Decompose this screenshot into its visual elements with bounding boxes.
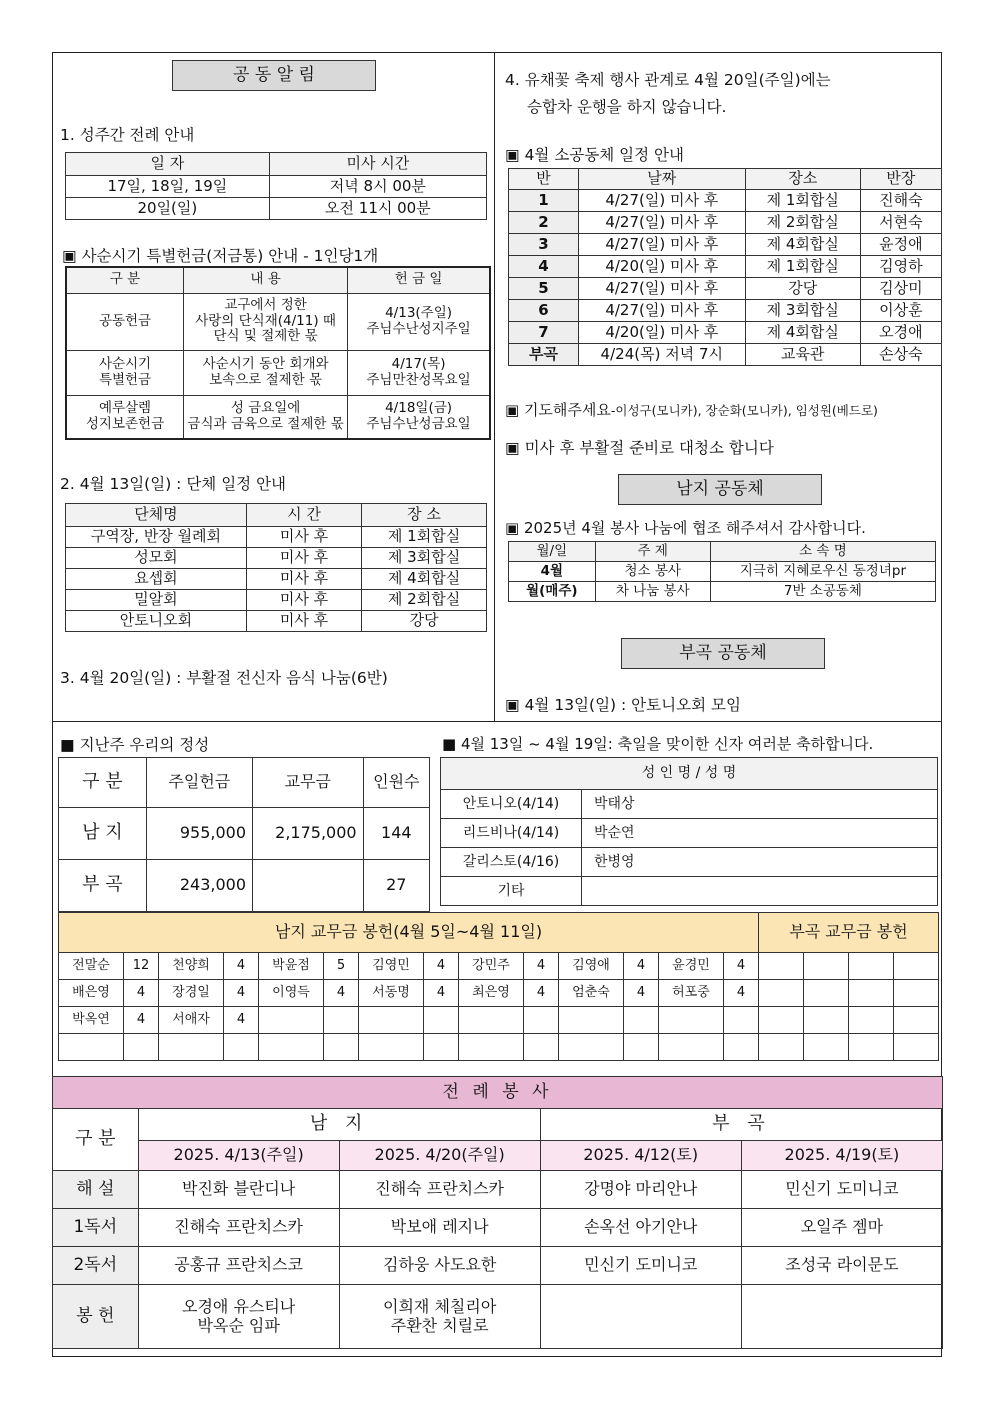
feast-heading-text: 축일을 맞이한 신자 여러분 축하합니다. bbox=[612, 735, 874, 753]
tithe-name: 최은영 bbox=[459, 980, 524, 1007]
table-header-row bbox=[59, 913, 939, 953]
table-row bbox=[509, 300, 942, 322]
table-cell: 4/20(일) 미사 후 bbox=[578, 256, 745, 278]
tithe-name bbox=[459, 1034, 524, 1061]
table-cell: 4/24(목) 저녁 7시 bbox=[578, 344, 745, 366]
service-person: 민신기 도미니코 bbox=[741, 1171, 942, 1209]
tithe-amount bbox=[724, 1034, 759, 1061]
tithe-amount: 4 bbox=[124, 1007, 159, 1034]
tithe-name: 천양희 bbox=[159, 953, 224, 980]
tithe-amount bbox=[724, 1007, 759, 1034]
tithe-amount bbox=[224, 1034, 259, 1061]
table-cell: 17일, 18일, 19일 bbox=[66, 176, 270, 198]
service-date: 2025. 4/12(토) bbox=[540, 1141, 741, 1171]
service-person: 이희재 체칠리아 주환찬 치릴로 bbox=[339, 1285, 540, 1349]
table-cell: 안토니오회 bbox=[66, 611, 247, 632]
table-row bbox=[59, 1007, 939, 1034]
table-header-row bbox=[59, 758, 430, 808]
table-cell: 미사 후 bbox=[246, 611, 361, 632]
feast-heading bbox=[442, 733, 873, 754]
notice-title: 공 동 알 림 bbox=[172, 60, 376, 91]
table-header-row bbox=[66, 153, 487, 176]
table-cell: 오경애 bbox=[860, 322, 941, 344]
table-row bbox=[59, 953, 939, 980]
tithe-name: 서동명 bbox=[359, 980, 424, 1007]
tithe-amount bbox=[324, 1034, 359, 1061]
table-cell: 구역장, 반장 월례회 bbox=[66, 527, 247, 548]
tithe-name: 강민주 bbox=[459, 953, 524, 980]
tithe-amount: 4 bbox=[124, 980, 159, 1007]
tithe-name: 엄춘숙 bbox=[559, 980, 624, 1007]
table-cell: 4월 bbox=[509, 562, 596, 582]
column-header: 주 제 bbox=[595, 542, 710, 562]
table-cell: 지극히 지혜로우신 동정녀pr bbox=[710, 562, 935, 582]
tithe-amount: 4 bbox=[424, 980, 459, 1007]
table-row bbox=[441, 790, 938, 819]
service-person: 공홍규 프란치스코 bbox=[138, 1247, 339, 1285]
table-cell: 3 bbox=[509, 234, 579, 256]
table-row bbox=[509, 278, 942, 300]
bugok-tithe-cell bbox=[804, 1007, 849, 1034]
table-cell: 밀알회 bbox=[66, 590, 247, 611]
table-cell: 4/27(일) 미사 후 bbox=[578, 300, 745, 322]
table-cell bbox=[253, 860, 364, 912]
offering-table bbox=[58, 757, 430, 912]
bugok-tithe-cell bbox=[894, 1034, 939, 1061]
table-header-row bbox=[509, 169, 942, 190]
service-role: 봉 헌 bbox=[53, 1285, 139, 1349]
group-schedule-heading: 2. 4월 13일(일) : 단체 일정 안내 bbox=[60, 475, 287, 493]
bugok-tithe-cell bbox=[894, 953, 939, 980]
cleaning-notice: ▣ 미사 후 부활절 준비로 대청소 합니다 bbox=[505, 439, 774, 457]
column-header: 구 분 bbox=[66, 267, 184, 293]
table-row bbox=[66, 611, 487, 632]
table-row bbox=[66, 293, 490, 350]
column-header: 인원수 bbox=[363, 758, 429, 808]
table-header-row bbox=[509, 542, 936, 562]
table-cell: 제 4회합실 bbox=[745, 234, 860, 256]
group-schedule-table bbox=[65, 503, 487, 632]
tithe-name bbox=[459, 1007, 524, 1034]
table-cell: 20일(일) bbox=[66, 198, 270, 220]
group-bugok: 부 곡 bbox=[540, 1109, 942, 1141]
bugok-tithe-cell bbox=[849, 953, 894, 980]
bugok-tithe-cell bbox=[894, 980, 939, 1007]
table-row bbox=[59, 980, 939, 1007]
special-offering-table bbox=[65, 266, 491, 440]
table-cell: 4/17(목) 주님만찬성목요일 bbox=[348, 350, 490, 395]
service-person: 진해숙 프란치스카 bbox=[339, 1171, 540, 1209]
service-person: 민신기 도미니코 bbox=[540, 1247, 741, 1285]
table-cell: 강당 bbox=[745, 278, 860, 300]
tithe-amount: 5 bbox=[324, 953, 359, 980]
service-person: 오경애 유스티나 박옥순 임파 bbox=[138, 1285, 339, 1349]
table-cell: 243,000 bbox=[146, 860, 252, 912]
bugok-tithe-cell bbox=[804, 980, 849, 1007]
tithe-amount bbox=[524, 1034, 559, 1061]
table-cell: 성모회 bbox=[66, 548, 247, 569]
table-cell: 강당 bbox=[362, 611, 487, 632]
table-row bbox=[509, 190, 942, 212]
table-cell: 미사 후 bbox=[246, 548, 361, 569]
prayer-label: ▣ 기도해주세요 bbox=[505, 401, 611, 419]
service-person: 손옥선 아기안나 bbox=[540, 1209, 741, 1247]
title-row bbox=[53, 1077, 943, 1109]
saint-name: 안토니오(4/14) bbox=[441, 790, 582, 819]
table-cell: 제 1회합실 bbox=[362, 527, 487, 548]
tithe-name: 전말순 bbox=[59, 953, 124, 980]
table-row bbox=[66, 590, 487, 611]
table-row bbox=[66, 350, 490, 395]
column-header: 단체명 bbox=[66, 504, 247, 527]
bugok-note bbox=[505, 693, 741, 715]
tithe-amount: 4 bbox=[524, 953, 559, 980]
table-row bbox=[509, 256, 942, 278]
table-cell: 오전 11시 00분 bbox=[269, 198, 486, 220]
bugok-tithe-cell bbox=[849, 1034, 894, 1061]
table-cell: 955,000 bbox=[146, 808, 252, 860]
table-header-row bbox=[66, 267, 490, 293]
bugok-tithe-cell bbox=[759, 953, 804, 980]
tithe-amount bbox=[124, 1034, 159, 1061]
tithe-amount: 4 bbox=[324, 980, 359, 1007]
bus-notice-line2: 승합차 운행을 하지 않습니다. bbox=[527, 98, 727, 116]
bugok-note-text: 안토니오회 모임 bbox=[626, 696, 741, 714]
service-role: 해 설 bbox=[53, 1171, 139, 1209]
tithe-name: 배은영 bbox=[59, 980, 124, 1007]
table-cell: 미사 후 bbox=[246, 590, 361, 611]
tithe-name: 서애자 bbox=[159, 1007, 224, 1034]
tithe-name bbox=[559, 1007, 624, 1034]
table-cell: 4/27(일) 미사 후 bbox=[578, 190, 745, 212]
column-header: 구 분 bbox=[59, 758, 147, 808]
service-date: 2025. 4/13(주일) bbox=[138, 1141, 339, 1171]
namji-tithe-header: 남지 교무금 봉헌(4월 5일~4월 11일) bbox=[59, 913, 759, 953]
small-community-table bbox=[508, 168, 942, 366]
tithe-name: 박옥연 bbox=[59, 1007, 124, 1034]
tithe-name bbox=[259, 1007, 324, 1034]
table-header-row bbox=[66, 504, 487, 527]
table-cell: 사순시기 특별헌금 bbox=[66, 350, 184, 395]
saint-name: 리드비나(4/14) bbox=[441, 819, 582, 848]
table-cell: 7 bbox=[509, 322, 579, 344]
column-header: 시 간 bbox=[246, 504, 361, 527]
section-divider bbox=[52, 721, 942, 722]
table-cell: 제 3회합실 bbox=[745, 300, 860, 322]
service-row bbox=[53, 1209, 943, 1247]
prayer-request bbox=[505, 399, 878, 420]
saint-name: 기타 bbox=[441, 877, 582, 906]
tithe-amount bbox=[624, 1034, 659, 1061]
service-person: 강명야 마리안나 bbox=[540, 1171, 741, 1209]
service-row bbox=[53, 1247, 943, 1285]
table-cell: 교구에서 정한 사랑의 단식재(4/11) 때 단식 및 절제한 몫 bbox=[184, 293, 348, 350]
tithe-name bbox=[259, 1034, 324, 1061]
table-row bbox=[441, 819, 938, 848]
offering-heading: ■ 지난주 우리의 정성 bbox=[60, 736, 210, 754]
table-cell: 부 곡 bbox=[59, 860, 147, 912]
service-role: 1독서 bbox=[53, 1209, 139, 1247]
table-row bbox=[66, 548, 487, 569]
service-person bbox=[540, 1285, 741, 1349]
namji-thanks bbox=[505, 517, 866, 538]
service-person: 조성국 라이문도 bbox=[741, 1247, 942, 1285]
liturgy-schedule-heading: 1. 성주간 전례 안내 bbox=[60, 126, 195, 144]
table-row bbox=[66, 176, 487, 198]
table-cell: 진해숙 bbox=[860, 190, 941, 212]
feast-heading-label: ■ 4월 13일 ~ 4월 19일: bbox=[442, 735, 613, 753]
member-name bbox=[582, 877, 938, 906]
service-person: 박보애 레지나 bbox=[339, 1209, 540, 1247]
table-row bbox=[509, 212, 942, 234]
table-row bbox=[509, 344, 942, 366]
column-header: 교무금 bbox=[253, 758, 364, 808]
table-row bbox=[66, 395, 490, 439]
table-cell: 미사 후 bbox=[246, 569, 361, 590]
special-offering-heading: ▣ 사순시기 특별헌금(저금통) 안내 - 1인당1개 bbox=[62, 247, 379, 265]
service-person: 오일주 젬마 bbox=[741, 1209, 942, 1247]
namji-thanks-text: 봉사 나눔에 협조 해주셔서 감사합니다. bbox=[605, 519, 866, 537]
table-cell: 4/27(일) 미사 후 bbox=[578, 212, 745, 234]
bugok-tithe-cell bbox=[849, 980, 894, 1007]
service-person: 진해숙 프란치스카 bbox=[138, 1209, 339, 1247]
table-row bbox=[441, 877, 938, 906]
table-cell: 김영하 bbox=[860, 256, 941, 278]
tithe-amount: 4 bbox=[524, 980, 559, 1007]
liturgy-service-table bbox=[52, 1076, 943, 1349]
tithe-name bbox=[559, 1034, 624, 1061]
table-row bbox=[59, 1034, 939, 1061]
table-cell: 제 1회합실 bbox=[745, 256, 860, 278]
table-cell: 2,175,000 bbox=[253, 808, 364, 860]
column-header: 반장 bbox=[860, 169, 941, 190]
column-header: 장 소 bbox=[362, 504, 487, 527]
column-divider bbox=[494, 52, 495, 722]
table-header-row bbox=[441, 758, 938, 790]
column-header: 반 bbox=[509, 169, 579, 190]
service-role: 2독서 bbox=[53, 1247, 139, 1285]
tithe-name bbox=[59, 1034, 124, 1061]
table-cell: 교육관 bbox=[745, 344, 860, 366]
table-cell: 4/18일(금) 주님수난성금요일 bbox=[348, 395, 490, 439]
bugok-community-title: 부곡 공동체 bbox=[621, 638, 825, 669]
table-cell: 요셉회 bbox=[66, 569, 247, 590]
bugok-tithe-header: 부곡 교무금 봉헌 bbox=[759, 913, 939, 953]
table-row bbox=[509, 322, 942, 344]
table-cell: 제 3회합실 bbox=[362, 548, 487, 569]
table-row bbox=[509, 582, 936, 602]
service-row bbox=[53, 1171, 943, 1209]
tithe-amount bbox=[424, 1034, 459, 1061]
tithe-amount: 4 bbox=[424, 953, 459, 980]
group-row bbox=[53, 1109, 943, 1141]
tithe-amount: 12 bbox=[124, 953, 159, 980]
tithe-amount: 4 bbox=[224, 953, 259, 980]
tithe-name bbox=[159, 1034, 224, 1061]
bugok-tithe-cell bbox=[804, 1034, 849, 1061]
table-cell: 성 금요일에 금식과 금육으로 절제한 몫 bbox=[184, 395, 348, 439]
tithe-amount: 4 bbox=[724, 953, 759, 980]
table-cell: 청소 봉사 bbox=[595, 562, 710, 582]
tithe-name: 박윤점 bbox=[259, 953, 324, 980]
table-cell: 김상미 bbox=[860, 278, 941, 300]
table-cell: 제 2회합실 bbox=[745, 212, 860, 234]
column-header: 소 속 명 bbox=[710, 542, 935, 562]
tithe-name bbox=[659, 1007, 724, 1034]
column-header: 미사 시간 bbox=[269, 153, 486, 176]
service-date: 2025. 4/20(주일) bbox=[339, 1141, 540, 1171]
table-cell: 4/20(일) 미사 후 bbox=[578, 322, 745, 344]
service-date: 2025. 4/19(토) bbox=[741, 1141, 942, 1171]
table-cell: 제 4회합실 bbox=[745, 322, 860, 344]
tithe-name: 윤경민 bbox=[659, 953, 724, 980]
table-cell: 4/13(주일) 주님수난성지주일 bbox=[348, 293, 490, 350]
member-name: 박순연 bbox=[582, 819, 938, 848]
liturgy-title: 전 례 봉 사 bbox=[53, 1077, 943, 1109]
table-cell: 제 4회합실 bbox=[362, 569, 487, 590]
member-name: 박태상 bbox=[582, 790, 938, 819]
bugok-tithe-cell bbox=[759, 1034, 804, 1061]
table-cell: 1 bbox=[509, 190, 579, 212]
tithe-name bbox=[659, 1034, 724, 1061]
table-cell: 27 bbox=[363, 860, 429, 912]
table-cell: 제 1회합실 bbox=[745, 190, 860, 212]
table-cell: 4/27(일) 미사 후 bbox=[578, 278, 745, 300]
column-header: 내 용 bbox=[184, 267, 348, 293]
table-row bbox=[66, 527, 487, 548]
table-cell: 7반 소공동체 bbox=[710, 582, 935, 602]
holy-week-table bbox=[65, 152, 487, 220]
table-cell: 저녁 8시 00분 bbox=[269, 176, 486, 198]
tithe-amount: 4 bbox=[624, 953, 659, 980]
table-cell: 제 2회합실 bbox=[362, 590, 487, 611]
table-cell: 손상숙 bbox=[860, 344, 941, 366]
table-cell: 이상훈 bbox=[860, 300, 941, 322]
bugok-tithe-cell bbox=[894, 1007, 939, 1034]
tithe-name bbox=[359, 1007, 424, 1034]
tithe-name bbox=[359, 1034, 424, 1061]
table-cell: 월(매주) bbox=[509, 582, 596, 602]
table-row bbox=[59, 860, 430, 912]
table-cell: 4 bbox=[509, 256, 579, 278]
bugok-tithe-cell bbox=[759, 980, 804, 1007]
date-row bbox=[53, 1141, 943, 1171]
bugok-tithe-cell bbox=[804, 953, 849, 980]
table-cell: 공동헌금 bbox=[66, 293, 184, 350]
table-row bbox=[66, 569, 487, 590]
table-row bbox=[509, 562, 936, 582]
column-header: 월/일 bbox=[509, 542, 596, 562]
table-row bbox=[441, 848, 938, 877]
service-row bbox=[53, 1285, 943, 1349]
table-cell: 남 지 bbox=[59, 808, 147, 860]
table-cell: 4/27(일) 미사 후 bbox=[578, 234, 745, 256]
table-cell: 차 나눔 봉사 bbox=[595, 582, 710, 602]
bus-notice-line1: 4. 유채꽃 축제 행사 관계로 4월 20일(주일)에는 bbox=[505, 71, 831, 89]
service-person: 박진화 블란디나 bbox=[138, 1171, 339, 1209]
tithe-amount bbox=[524, 1007, 559, 1034]
tithe-amount bbox=[424, 1007, 459, 1034]
tithe-name: 김영민 bbox=[359, 953, 424, 980]
service-person bbox=[741, 1285, 942, 1349]
column-header: 일 자 bbox=[66, 153, 270, 176]
namji-service-table bbox=[508, 541, 936, 602]
food-sharing-heading: 3. 4월 20일(일) : 부활절 전신자 음식 나눔(6반) bbox=[60, 669, 388, 687]
bugok-note-label: ▣ 4월 13일(일) : bbox=[505, 696, 627, 714]
bugok-tithe-cell bbox=[759, 1007, 804, 1034]
tithe-table bbox=[58, 912, 939, 1061]
table-row bbox=[509, 234, 942, 256]
table-row bbox=[66, 198, 487, 220]
small-community-heading: ▣ 4월 소공동체 일정 안내 bbox=[505, 146, 684, 164]
column-header: 헌 금 일 bbox=[348, 267, 490, 293]
column-header: 성 인 명 / 성 명 bbox=[441, 758, 938, 790]
column-header: 날짜 bbox=[578, 169, 745, 190]
table-cell: 예루살렘 성지보존헌금 bbox=[66, 395, 184, 439]
group-namji: 남 지 bbox=[138, 1109, 540, 1141]
table-cell: 사순시기 동안 회개와 보속으로 절제한 몫 bbox=[184, 350, 348, 395]
column-header: 주일헌금 bbox=[146, 758, 252, 808]
table-cell: 5 bbox=[509, 278, 579, 300]
tithe-name: 이영득 bbox=[259, 980, 324, 1007]
tithe-amount: 4 bbox=[724, 980, 759, 1007]
table-cell: 윤정애 bbox=[860, 234, 941, 256]
service-person: 김하웅 사도요한 bbox=[339, 1247, 540, 1285]
tithe-amount: 4 bbox=[624, 980, 659, 1007]
table-cell: 6 bbox=[509, 300, 579, 322]
prayer-names: -이성구(모니카), 장순화(모니카), 임성원(베드로) bbox=[610, 403, 878, 418]
tithe-amount: 4 bbox=[224, 980, 259, 1007]
table-cell: 2 bbox=[509, 212, 579, 234]
tithe-amount bbox=[324, 1007, 359, 1034]
tithe-name: 장경일 bbox=[159, 980, 224, 1007]
member-name: 한병영 bbox=[582, 848, 938, 877]
tithe-amount: 4 bbox=[224, 1007, 259, 1034]
tithe-name: 허포중 bbox=[659, 980, 724, 1007]
table-row bbox=[59, 808, 430, 860]
column-header: 장소 bbox=[745, 169, 860, 190]
table-cell: 부곡 bbox=[509, 344, 579, 366]
saint-name: 갈리스토(4/16) bbox=[441, 848, 582, 877]
tithe-amount bbox=[624, 1007, 659, 1034]
feast-table bbox=[440, 757, 938, 906]
table-cell: 서현숙 bbox=[860, 212, 941, 234]
column-label: 구 분 bbox=[53, 1109, 139, 1171]
tithe-name: 김영애 bbox=[559, 953, 624, 980]
table-cell: 144 bbox=[363, 808, 429, 860]
namji-community-title: 남지 공동체 bbox=[618, 474, 822, 505]
namji-thanks-label: ▣ 2025년 4월 bbox=[505, 519, 606, 537]
bugok-tithe-cell bbox=[849, 1007, 894, 1034]
table-cell: 미사 후 bbox=[246, 527, 361, 548]
